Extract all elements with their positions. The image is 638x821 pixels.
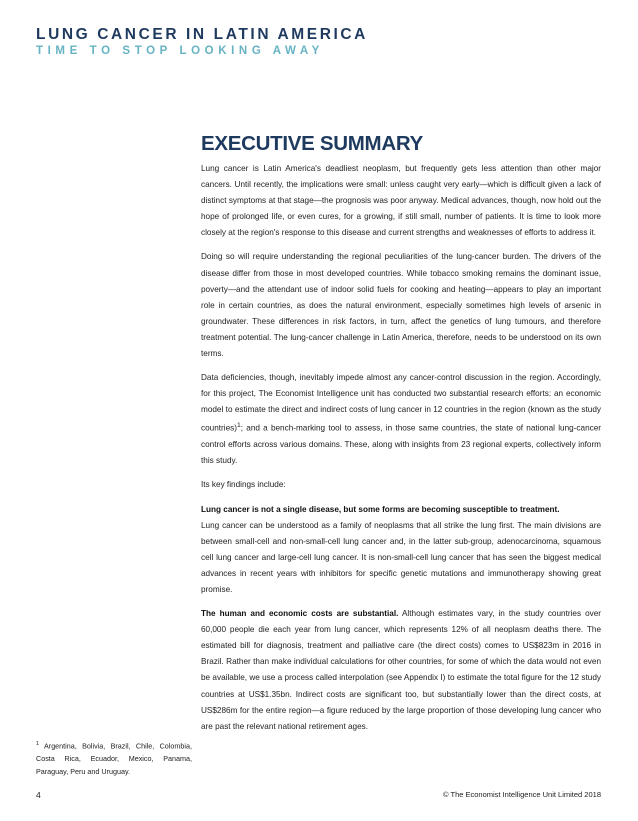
paragraph-3-end: ; and a bench-marking tool to assess, in those same countries, the state of national lung-cancer control efforts across various domains. These, along with insights from 23 regional experts, collectively inform this study. [201,424,601,466]
main-column [201,132,601,743]
paragraph-2: Doing so will require understanding the regional peculiarities of the lung-cancer burden. The drivers of the disease differ from those in most developed countries. While tobacco smoking remains the dominant issue, poverty—and the attendant use of indoor solid fuels for cooking and heating—appears to play an important role in certain countries, as does the natural environment, especially sometimes high levels of arsenic in groundwater. These differences in risk factors, in turn, affect the genetics of lung tumours, and therefore treatment potential. The lung-cancer challenge in Latin America, therefore, needs to be understood on its own terms. [201,252,601,359]
finding-2-text: Although estimates vary, in the study countries over 60,000 people die each year from lung cancer, which represents 12% of all neoplasm deaths there. The estimated bill for diagnosis, treatment and palliative care (the direct costs) comes to US$823m in 2016 in Brazil. Rather than make individual calculations for other countries, for some of which the data would not even be available, we use a process called interpolation (see Appendix I) to estimate the total figure for the 12 study countries at US$1.35bn. Indirect costs are significant too, but substantially lower than the direct costs, at US$286m for the entire region—a figure reduced by the large proportion of those developing lung cancer who are past the relevant national retirement ages. [201,609,601,731]
finding-2-heading: The human and economic costs are substantial. [201,609,399,619]
copyright-notice: © The Economist Intelligence Unit Limited 2018 [443,790,601,799]
finding-1 [201,502,601,599]
footnote [36,738,192,778]
section-title: EXECUTIVE SUMMARY [201,132,423,155]
page-number: 4 [36,790,41,800]
footnote-mark: 1 [36,741,40,747]
paragraph-1: Lung cancer is Latin America's deadliest neoplasm, but frequently gets less attention than other major cancers. Until recently, the implications were small: unless caught very early—which is difficult given a lack of distinct symptoms at that stage—the prognosis was poor anyway. Medical advances, though, now hold out the hope of prolonged life, or even cures, for a growing, if still small, number of patients. It is time to look more closely at the region's response to this disease and current strengths and weaknesses of efforts to address it. [201,164,601,238]
report-subtitle: TIME TO STOP LOOKING AWAY [36,45,324,57]
finding-2 [201,606,601,735]
finding-1-heading: Lung cancer is not a single disease, but some forms are becoming susceptible to treatment. [201,504,560,514]
report-title: LUNG CANCER IN LATIN AMERICA [36,26,368,43]
findings-intro: Its key findings include: [201,480,286,490]
paragraph-3-start: Data deficiencies, though, inevitably impede almost any cancer-control discussion in the region. Accordingly, for this project, The Economist Intelligence unit has conducted two substantial research efforts: an economic model to estimate the direct and indirect costs of lung cancer in 12 countries in the region (known as the study countries) [201,373,601,434]
finding-1-text: Lung cancer can be understood as a family of neoplasms that all strike the lung first. The main divisions are between small-cell and non-small-cell lung cancer and, in the latter sub-group, adenocarcinoma, squamous cell lung cancer and large-cell lung cancer. It is non-small-cell lung cancer that has seen the biggest medical advances in recent years with inhibitors for specific genetic mutations and immunotherapy showing great promise. [201,520,601,594]
paragraph-3 [201,370,601,469]
footnote-text: Argentina, Bolivia, Brazil, Chile, Colombia, Costa Rica, Ecuador, Mexico, Panama, Paraguay, Peru and Uruguay. [36,741,192,777]
footnote-reference[interactable]: 1 [236,422,241,430]
